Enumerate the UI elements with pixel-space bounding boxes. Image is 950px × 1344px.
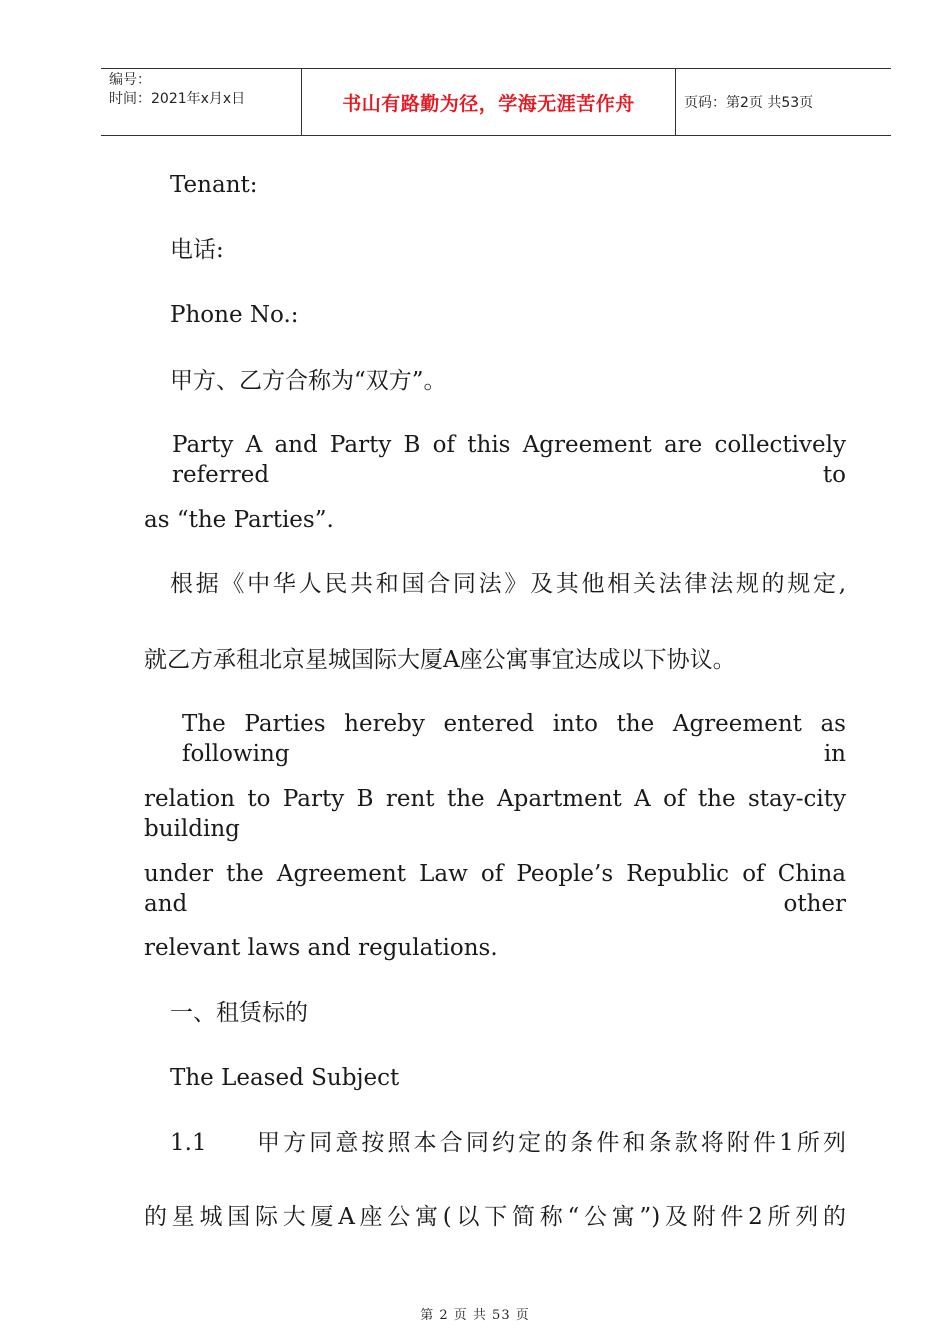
basis-en-line4: relevant laws and regulations.	[144, 935, 498, 961]
phone-label-en: Phone No.:	[170, 302, 299, 328]
parties-definition-en-line2: as “the Parties”.	[144, 507, 334, 533]
parties-definition-en-line1: Party A and Party B of this Agreement are collectively referred to	[172, 432, 846, 488]
basis-cn-line2: 就乙方承租北京星城国际大厦A座公寓事宜达成以下协议。	[144, 647, 736, 673]
basis-en-line1: The Parties hereby entered into the Agreement as following in	[182, 711, 846, 767]
clause-line1: 甲方同意按照本合同约定的条件和条款将附件1所列	[257, 1130, 846, 1156]
header-meta	[101, 69, 302, 135]
basis-en-line2: relation to Party B rent the Apartment A of the stay-city building	[144, 786, 846, 842]
section-title-en: The Leased Subject	[170, 1065, 400, 1091]
parties-definition-cn: 甲方、乙方合称为“双方”。	[170, 368, 447, 394]
clause-number: 1.1	[170, 1130, 207, 1156]
header-date: 时间：2021年x月x日	[109, 91, 246, 107]
header-code-label: 编号：	[109, 72, 151, 88]
phone-label-cn: 电话:	[170, 237, 224, 263]
clause-line2: 的星城国际大厦A座公寓(以下简称“公寓”)及附件2所列的	[144, 1204, 846, 1230]
basis-cn-line1: 根据《中华人民共和国合同法》及其他相关法律法规的规定,	[170, 571, 846, 597]
page-footer: 第 2 页 共 53 页	[420, 1308, 530, 1323]
header-motto: 书山有路勤为径，学海无涯苦作舟	[302, 69, 676, 135]
basis-en-line3: under the Agreement Law of People’s Republic of China and other	[144, 861, 846, 917]
tenant-label: Tenant:	[170, 172, 258, 198]
header-page-code: 页码：第2页 共53页	[684, 95, 814, 111]
section-title-cn: 一、租赁标的	[170, 1000, 308, 1026]
page-header	[101, 68, 891, 136]
